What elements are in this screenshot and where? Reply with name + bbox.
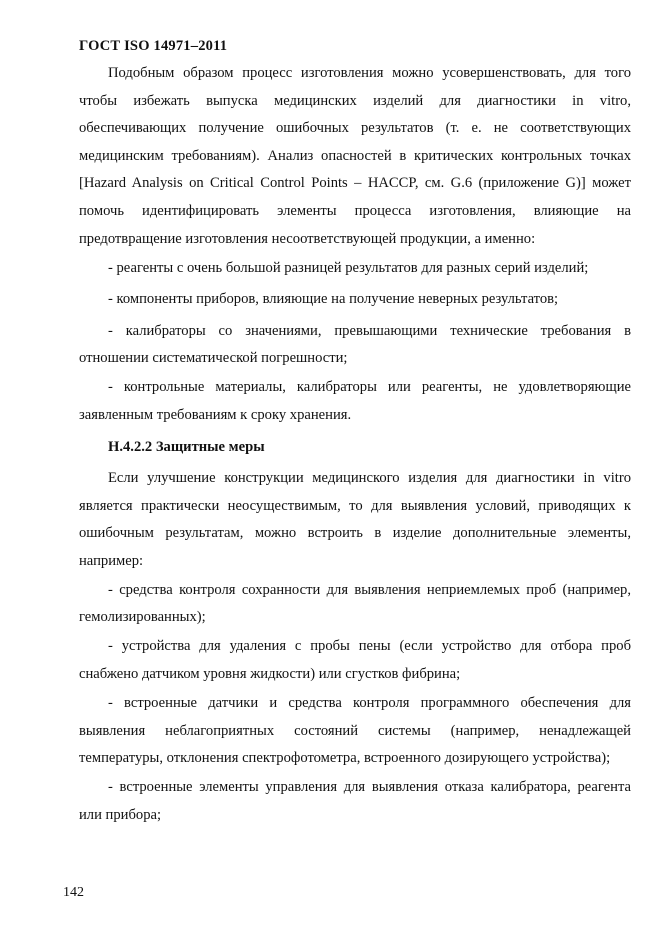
paragraph-intro: Подобным образом процесс изготовления можно усовершенствовать, для того чтобы избежать выпуска медицинских изделий для диагностики in vitro, обеспечивающих получение ошибочных результатов (т. е. не соответствующих медицинским требованиям). Анализ опасностей в критических контрольных точках [Hazard Analysis on Critical Control Points – HACCP, см. G.6 (приложение G)] может помочь идентифицировать элементы процесса изготовления, влияющие на предотвращение изготовления несоответствующей продукции, а именно:	[79, 65, 631, 247]
list-item-control-materials: - контрольные материалы, калибраторы или реагенты, не удовлетворяющие заявленным требованиям к сроку хранения.	[79, 379, 631, 423]
list-item-reagents: - реагенты с очень большой разницей результатов для разных серий изделий;	[108, 259, 589, 276]
document-header: ГОСТ ISO 14971–2011	[79, 38, 228, 54]
list-item-built-in-controls: - встроенные элементы управления для выявления отказа калибратора, реагента или прибора;	[79, 779, 631, 823]
paragraph-protective-measures: Если улучшение конструкции медицинского изделия для диагностики in vitro является практически неосуществимым, то для выявления условий, приводящих к ошибочным результатам, можно встроить в изделие дополнительные элементы, например:	[79, 470, 631, 569]
list-item-components: - компоненты приборов, влияющие на получение неверных результатов;	[108, 291, 559, 308]
list-item-calibrators: - калибраторы со значениями, превышающими технические требования в отношении систематической погрешности;	[79, 322, 631, 367]
document-body	[79, 60, 631, 831]
list-item-built-in-sensors: - встроенные датчики и средства контроля программного обеспечения для выявления неблагоприятных состояний системы (например, ненадлежащей температуры, отклонения спектрофотометра, встроенного дозирующего устройства);	[79, 695, 631, 767]
list-item-foam-removal: - устройства для удаления с пробы пены (если устройство для отбора проб снабжено датчиком уровня жидкости) или сгустков фибрина;	[79, 638, 631, 683]
list-item-integrity-control: - средства контроля сохранности для выявления неприемлемых проб (например, гемолизированных);	[79, 581, 631, 626]
section-heading: H.4.2.2 Защитные меры	[108, 438, 265, 455]
page-number: 142	[63, 885, 84, 900]
